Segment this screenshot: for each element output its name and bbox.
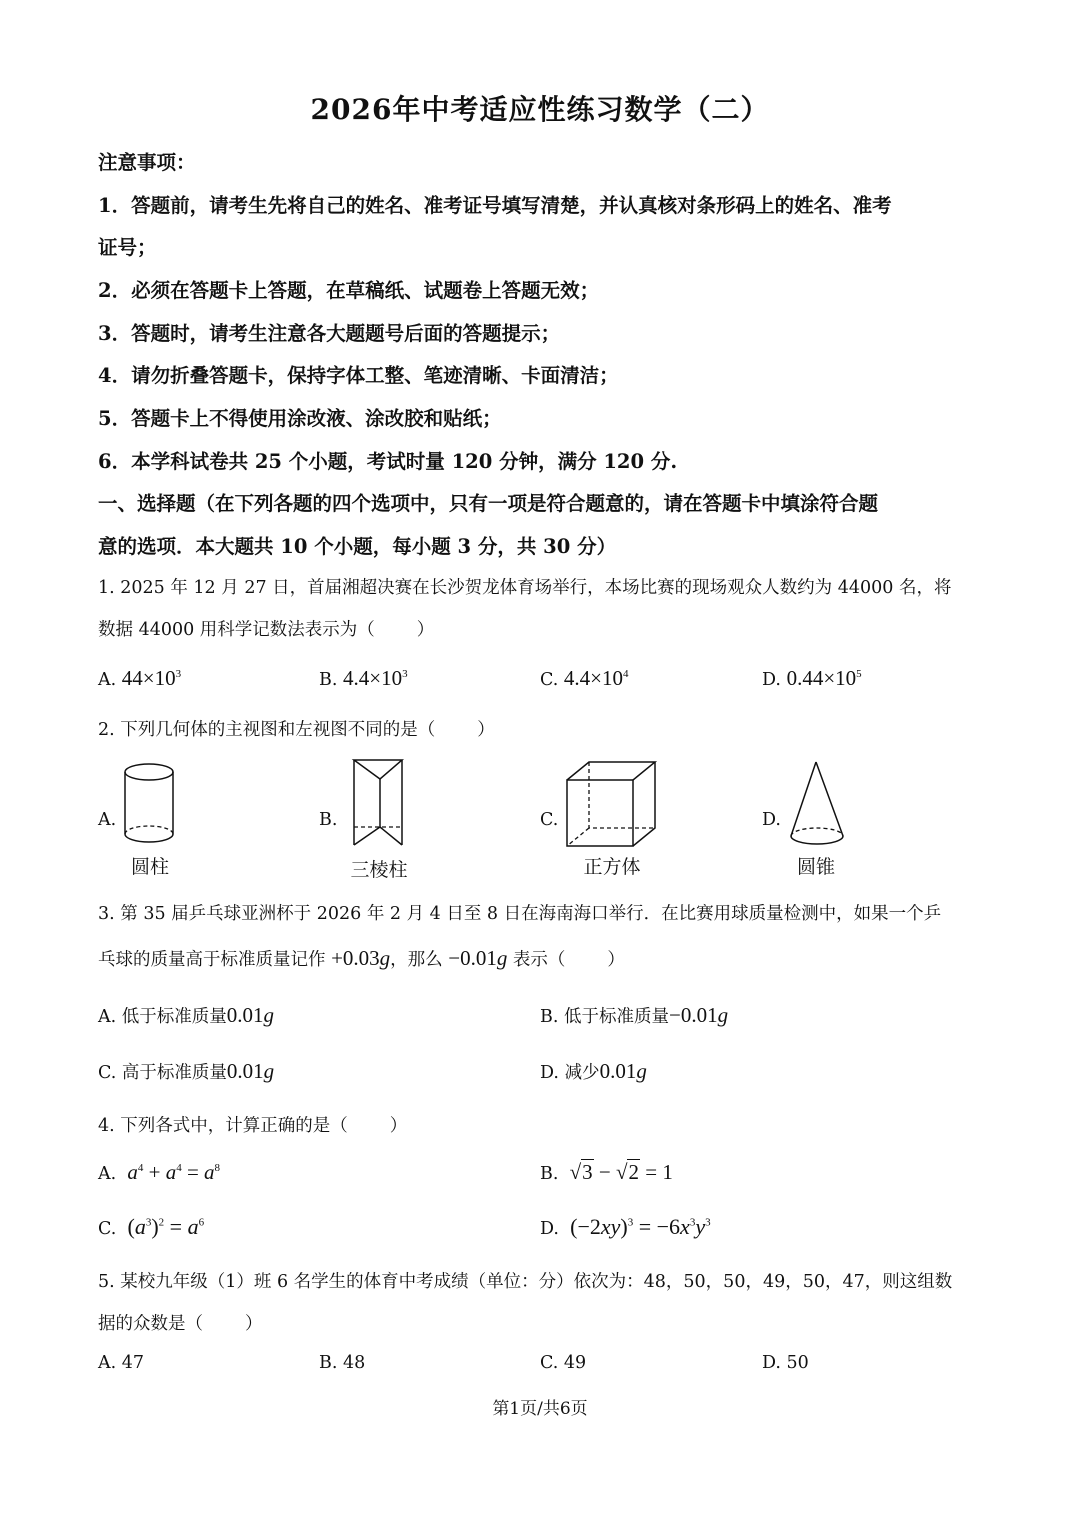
q1-option-a-value: $44\times 10^3$ xyxy=(121,666,182,690)
notice-item-5: 5．答题卡上不得使用涂改液、涂改胶和贴纸； xyxy=(98,407,502,430)
q1-option-a-label: A. xyxy=(98,670,117,690)
q2-option-c-label[interactable]: C. xyxy=(540,810,559,830)
q2-option-b-name: 三棱柱 xyxy=(350,859,408,881)
section-heading-cont: 意的选项．本大题共 10 个小题，每小题 3 分，共 30 分） xyxy=(98,535,617,558)
q2-option-b-label[interactable]: B. xyxy=(319,810,338,830)
q3-option-d[interactable]: D. 减少0.01g xyxy=(540,1059,647,1083)
question-4-stem: 4. 下列各式中，计算正确的是（ ） xyxy=(98,1116,408,1136)
notice-item-1: 1．答题前，请考生先将自己的姓名、准考证号填写清楚，并认真核对条形码上的姓名、准考 xyxy=(98,194,892,217)
q3-plus-value: +0.03g xyxy=(331,946,391,970)
q4-option-a[interactable]: A. $a^4 + a^4 = a^8$ xyxy=(98,1160,221,1184)
question-1-stem: 数据 44000 用科学记数法表示为（ xyxy=(98,620,375,640)
q5-option-d[interactable]: D. 50 xyxy=(762,1353,809,1373)
q2-option-d-name: 圆锥 xyxy=(796,856,835,878)
q5-option-b[interactable]: B. 48 xyxy=(319,1353,366,1373)
question-5-line1: 5. 某校九年级（1）班 6 名学生的体育中考成绩（单位：分）依次为：48，50，50，49，50，47，则这组数 xyxy=(98,1272,953,1292)
q1-option-c-label: C. xyxy=(540,670,559,690)
triangular-prism-figure xyxy=(350,757,410,852)
q5-option-a[interactable]: A. 47 xyxy=(98,1353,145,1373)
q1-option-c-value: $4.4\times 10^4$ xyxy=(563,666,629,690)
exam-title: 2026年中考适应性练习数学（二） xyxy=(310,93,770,126)
cube-figure xyxy=(565,760,660,850)
q2-option-a-label[interactable]: A. xyxy=(98,810,117,830)
q4-option-b[interactable]: B. √3 − √2 = 1 xyxy=(540,1160,673,1184)
q1-option-d-label: D. xyxy=(762,670,781,690)
q1-option-d[interactable] xyxy=(762,666,862,691)
q4-option-d-expr: $(-2xy)^3 = -6x^3y^3$ xyxy=(570,1214,711,1239)
question-3-line1: 3. 第 35 届乒乓球亚洲杯于 2026 年 2 月 4 日至 8 日在海南海口举行．在比赛用球质量检测中，如果一个乒 xyxy=(98,904,942,924)
notice-item-4: 4．请勿折叠答题卡，保持字体工整、笔迹清晰、卡面清洁； xyxy=(98,364,619,387)
q1-option-c[interactable] xyxy=(540,666,629,691)
q2-option-d-label[interactable]: D. xyxy=(762,810,781,830)
notice-heading: 注意事项： xyxy=(98,151,196,174)
question-1-line2 xyxy=(98,616,434,641)
cylinder-figure xyxy=(120,760,180,850)
notice-item-3: 3．答题时，请考生注意各大题题号后面的答题提示； xyxy=(98,322,561,345)
q2-option-a-name: 圆柱 xyxy=(130,856,169,878)
q3-option-c[interactable]: C. 高于标准质量0.01g xyxy=(98,1059,275,1083)
q1-option-b-value: $4.4\times 10^3$ xyxy=(343,666,408,690)
cone-figure xyxy=(788,760,848,850)
question-5-line2: 据的众数是（ ） xyxy=(98,1314,263,1334)
section-heading: 一、选择题（在下列各题的四个选项中，只有一项是符合题意的，请在答题卡中填涂符合题 xyxy=(98,492,879,515)
q1-option-b[interactable] xyxy=(319,666,408,691)
question-3-line2: 乓球的质量高于标准质量记作 +0.03g，那么 −0.01g 表示（ ） xyxy=(98,946,625,970)
q4-option-c-expr: $(a^3)^2 = a^6$ xyxy=(127,1214,205,1239)
q5-option-c[interactable]: C. 49 xyxy=(540,1353,587,1373)
q4-option-c[interactable]: C. $(a^3)^2 = a^6$ xyxy=(98,1214,205,1239)
notice-item-2: 2．必须在答题卡上答题，在草稿纸、试题卷上答题无效； xyxy=(98,279,600,302)
question-1-line1: 1. 2025 年 12 月 27 日，首届湘超决赛在长沙贺龙体育场举行，本场比赛的现场观众人数约为 44000 名，将 xyxy=(98,578,952,598)
q4-option-b-expr: √3 − √2 = 1 xyxy=(569,1160,673,1184)
q1-option-a[interactable] xyxy=(98,666,181,691)
question-1-close: ） xyxy=(416,620,435,640)
notice-item-1-cont: 证号； xyxy=(98,236,157,259)
q2-option-c-name: 正方体 xyxy=(583,856,641,878)
q3-option-b[interactable]: B. 低于标准质量−0.01g xyxy=(540,1003,729,1027)
q4-option-d[interactable]: D. $(-2xy)^3 = -6x^3y^3$ xyxy=(540,1214,711,1239)
notice-item-6: 6．本学科试卷共 25 个小题，考试时量 120 分钟，满分 120 分. xyxy=(98,450,678,473)
q4-option-a-expr: $a^4 + a^4 = a^8$ xyxy=(127,1160,221,1184)
q3-option-a[interactable]: A. 低于标准质量0.01g xyxy=(98,1003,275,1027)
page-number: 第1页/共6页 xyxy=(492,1399,588,1419)
question-2-stem: 2. 下列几何体的主视图和左视图不同的是（ ） xyxy=(98,720,495,740)
q1-option-b-label: B. xyxy=(319,670,338,690)
q1-option-d-value: $0.44\times 10^5$ xyxy=(786,666,862,690)
q3-minus-value: −0.01g xyxy=(448,946,508,970)
